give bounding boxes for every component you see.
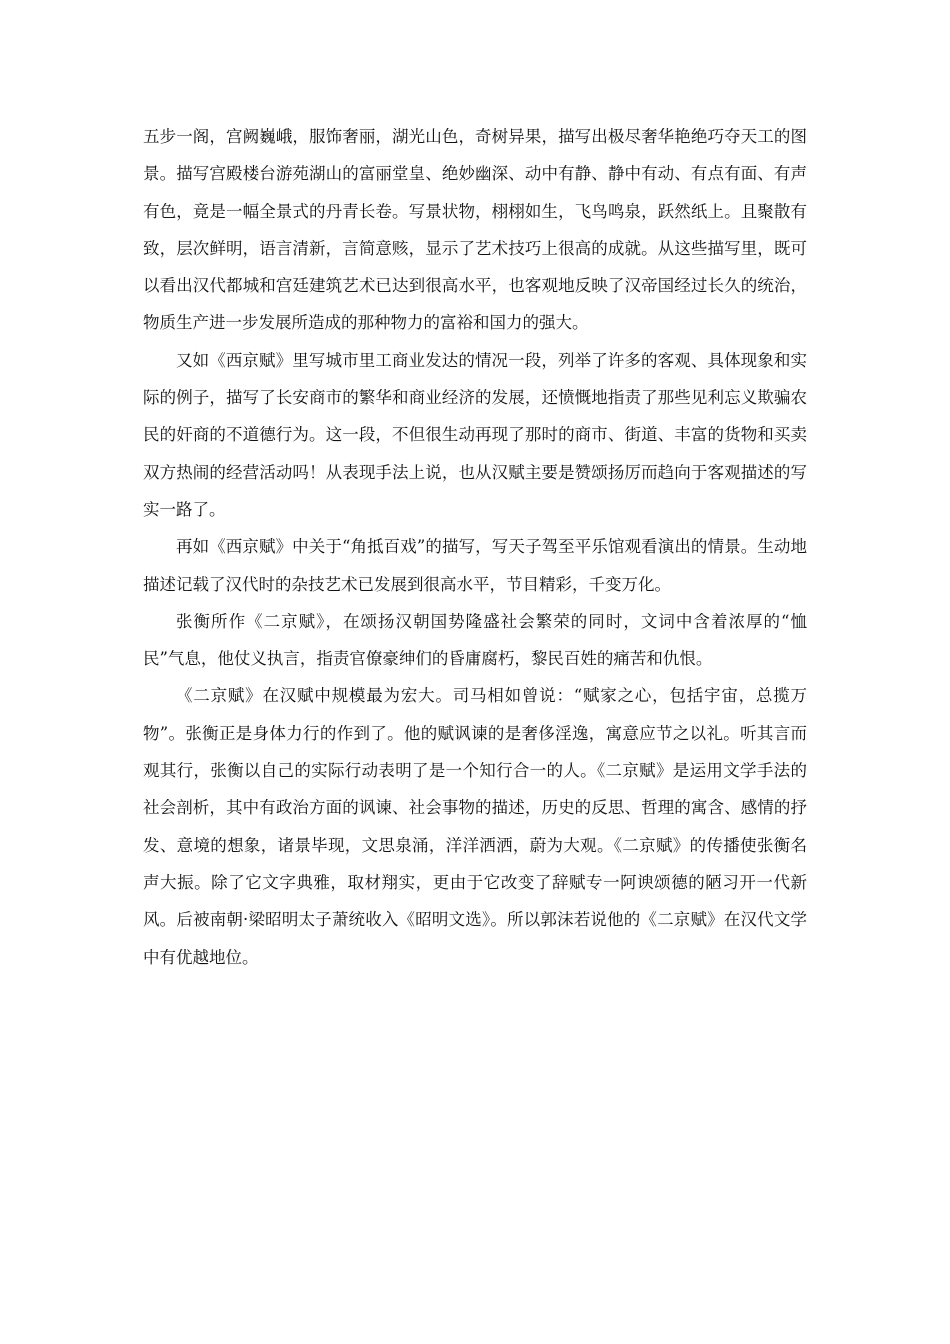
paragraph-2: 又如《西京赋》里写城市里工商业发达的情况一段，列举了许多的客观、具体现象和实际的例子，描写了长安商市的繁华和商业经济的发展，还愤慨地指责了那些见利忘义欺骗农民的奸商的不道德行为。这一段，不但很生动再现了那时的商市、街道、丰富的货物和买卖双方热闹的经营活动吗！从表现手法上说，也从汉赋主要是赞颂扬厉而趋向于客观描述的写实一路了。 (143, 350, 807, 519)
paragraph-4: 张衡所作《二京赋》，在颂扬汉朝国势隆盛社会繁荣的同时，文词中含着浓厚的“恤民”气息，他仗义执言，指责官僚豪绅们的昏庸腐朽，黎民百姓的痛苦和仇恨。 (143, 611, 807, 669)
body-text (143, 118, 807, 976)
paragraph-5: 《二京赋》在汉赋中规模最为宏大。司马相如曾说：“赋家之心，包括宇宙，总揽万物”。张衡正是身体力行的作到了。他的赋讽谏的是奢侈淫逸，寓意应节之以礼。听其言而观其行，张衡以自己的实际行动表明了是一个知行合一的人。《二京赋》是运用文学手法的社会剖析，其中有政治方面的讽谏、社会事物的描述，历史的反思、哲理的寓含、感情的抒发、意境的想象，诸景毕现，文思泉涌，洋洋洒洒，蔚为大观。《二京赋》的传播使张衡名声大振。除了它文字典雅，取材翔实，更由于它改变了辞赋专一阿谀颂德的陋习开一代新风。后被南朝·梁昭明太子萧统收入《昭明文选》。所以郭沫若说他的《二京赋》在汉代文学中有优越地位。 (143, 686, 807, 967)
paragraph-3: 再如《西京赋》中关于“角抵百戏”的描写，写天子驾至平乐馆观看演出的情景。生动地描述记载了汉代时的杂技艺术已发展到很高水平，节目精彩，千变万化。 (143, 537, 807, 594)
paragraph-1: 五步一阁，宫阙巍峨，服饰奢丽，湖光山色，奇树异果，描写出极尽奢华艳绝巧夺天工的图景。描写宫殿楼台游苑湖山的富丽堂皇、绝妙幽深、动中有静、静中有动、有点有面、有声有色，竟是一幅全景式的丹青长卷。写景状物，栩栩如生，飞鸟鸣泉，跃然纸上。且聚散有致，层次鲜明，语言清新，言简意赅，显示了艺术技巧上很高的成就。从这些描写里，既可以看出汉代都城和宫廷建筑艺术已达到很高水平，也客观地反映了汉帝国经过长久的统治，物质生产进一步发展所造成的那种物力的富裕和国力的强大。 (143, 127, 807, 333)
